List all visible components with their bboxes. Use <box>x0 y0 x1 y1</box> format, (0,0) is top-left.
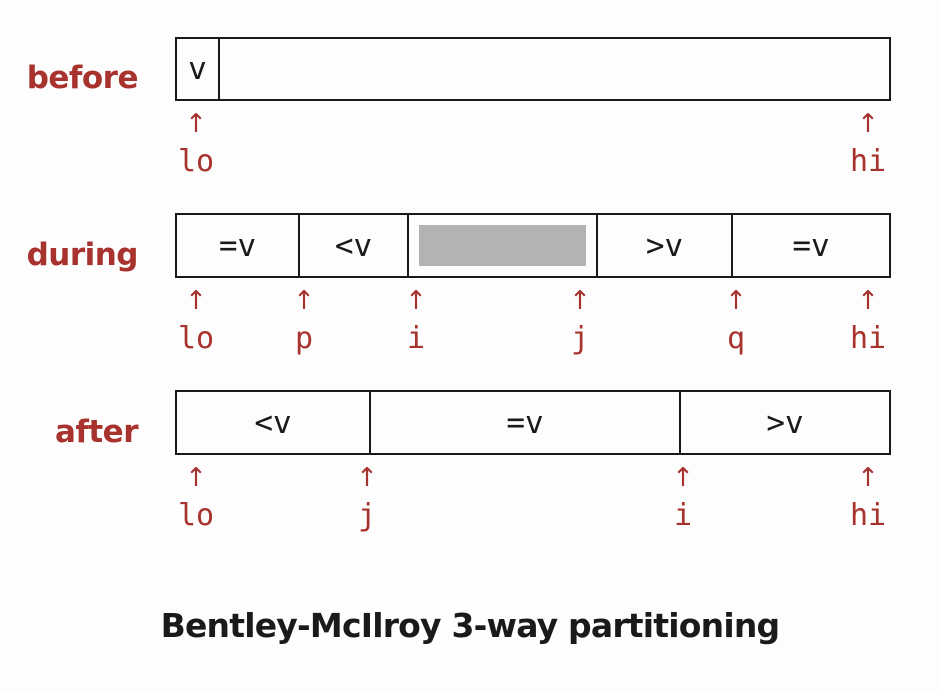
segment-unpartitioned <box>220 39 889 99</box>
array-before <box>175 37 891 101</box>
up-arrow-icon: ↑ <box>857 286 879 316</box>
segment-less: <v <box>300 215 409 276</box>
up-arrow-icon: ↑ <box>672 463 694 493</box>
up-arrow-icon: ↑ <box>857 109 879 139</box>
segment-pivot: v <box>177 39 220 99</box>
segment-equal: =v <box>371 392 681 453</box>
row-label-after: after <box>54 414 138 450</box>
segment-unknown <box>409 215 598 276</box>
row-label-before: before <box>26 60 138 96</box>
pointer-lo-before: ↑ lo <box>166 110 226 178</box>
up-arrow-icon: ↑ <box>185 463 207 493</box>
segment-equal-right: =v <box>792 227 830 264</box>
up-arrow-icon: ↑ <box>185 109 207 139</box>
pointer-i-after: ↑ i <box>653 464 713 532</box>
up-arrow-icon: ↑ <box>725 286 747 316</box>
diagram-title: Bentley-McIlroy 3-way partitioning <box>160 606 780 645</box>
up-arrow-icon: ↑ <box>185 286 207 316</box>
row-label-during: during <box>26 237 138 273</box>
up-arrow-icon: ↑ <box>857 463 879 493</box>
pointer-hi-after: ↑ hi <box>838 464 898 532</box>
array-during <box>175 213 891 278</box>
pointer-i-during: ↑ i <box>386 287 446 355</box>
segment-greater: >v <box>598 215 733 276</box>
segment-equal-left: =v <box>177 215 300 276</box>
up-arrow-icon: ↑ <box>405 286 427 316</box>
pointer-lo-during: ↑ lo <box>166 287 226 355</box>
up-arrow-icon: ↑ <box>569 286 591 316</box>
array-after <box>175 390 891 455</box>
segment-less: <v <box>177 392 371 453</box>
segment-greater: >v <box>766 404 804 441</box>
pointer-lo-after: ↑ lo <box>166 464 226 532</box>
pointer-q-during: ↑ q <box>706 287 766 355</box>
unknown-region <box>419 225 586 266</box>
up-arrow-icon: ↑ <box>356 463 378 493</box>
pointer-p-during: ↑ p <box>274 287 334 355</box>
pointer-hi-during: ↑ hi <box>838 287 898 355</box>
pointer-j-during: ↑ j <box>550 287 610 355</box>
up-arrow-icon: ↑ <box>293 286 315 316</box>
pointer-j-after: ↑ j <box>337 464 397 532</box>
pointer-hi-before: ↑ hi <box>838 110 898 178</box>
